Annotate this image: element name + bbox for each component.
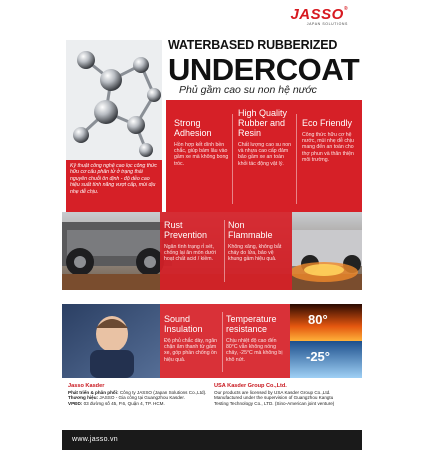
footer-text: Manufactured under the supervision of Guangzhou Kangtu — [214, 395, 334, 401]
website-link[interactable]: www.jasso.vn — [72, 436, 119, 443]
feature-band-top — [166, 100, 362, 212]
footer-text: 03 đường số 45, P.6, Quận 4, TP. HCM. — [83, 400, 165, 406]
feature-title: High Quality Rubber and Resin — [238, 108, 288, 138]
feature-desc: Công thức hữu cơ hệ nước, mùi nhẹ dễ chịu mang đến an toàn cho thợ phun và thân thiện môi trường. — [302, 132, 354, 163]
feature-desc: Hồn hợp kết dính bền chắc, giúp bám lâu vào gầm xe mà không bong tróc. — [174, 142, 229, 167]
feature-temperature-resistance — [226, 314, 288, 363]
feature-rust-prevention — [164, 220, 222, 263]
footer-label: Phát triển & phân phối: — [68, 389, 119, 395]
footer-left-column — [68, 384, 208, 406]
comfort-photo-section — [62, 304, 362, 378]
footer-right-column — [214, 384, 360, 406]
footer-text: Testing Technology Co., LTD. (Sino-American joint venture) — [214, 400, 335, 406]
feature-title: Rust Prevention — [164, 220, 208, 240]
footer-left-title: Jasso Kasder — [68, 383, 105, 389]
column-divider — [222, 312, 223, 372]
footer-text: Công ty JASSO (Japan Solutions Co.,Ltd). — [119, 389, 207, 395]
intro-text: Kỹ thuật công nghệ cao lọc công thức hữu cơ cấu phân tử ở trạng thái nguyên chuỗi ôn định - độ dẻo cao hiệu suất tính năng vượt cấp, mùi dịu nhẹ dễ chịu. — [66, 160, 162, 212]
feature-title: Strong Adhesion — [174, 118, 212, 138]
footer-label: VPĐD: — [68, 400, 83, 406]
feature-desc: Độ phủ chắc dày, ngăn chặn âm thanh từ gầm xe, góp phần chống ồn hiệu quả. — [164, 338, 217, 363]
feature-desc: Không xăng, không bắt cháy do lửa, bảo vệ khung gầm hiệu quả. — [228, 244, 282, 263]
subtitle: Phủ gầm cao su non hệ nước — [179, 84, 317, 96]
footer-label: Thương hiệu: — [68, 395, 99, 401]
feature-desc: Chất lượng cao su non và nhựa cao cấp đảm bảo gầm xe an toàn khỏi tác động vật lý. — [238, 142, 292, 167]
feature-title: Eco Friendly — [302, 118, 353, 128]
feature-strong-adhesion — [174, 118, 230, 167]
feature-non-flammable — [228, 220, 286, 263]
title-line-2: UNDERCOAT — [168, 52, 360, 87]
footer-text: Our products are licensed by USA Kasder Group Co.,Ltd. — [214, 389, 331, 395]
underbody-photo-section — [62, 212, 362, 290]
footer-bar — [62, 430, 362, 450]
logo-text: JASSO — [290, 6, 344, 23]
feature-desc: Ngăn tình trạng rỉ sét, chống lại ăn mòn dưới hoạt chất acid / kiềm. — [164, 244, 216, 263]
title-line-1: WATERBASED RUBBERIZED — [168, 38, 338, 52]
registered-mark: ® — [343, 6, 348, 12]
feature-overlay-middle — [160, 212, 292, 290]
footer-info — [62, 384, 362, 424]
column-divider — [296, 114, 297, 204]
column-divider — [224, 220, 225, 282]
footer-text: JASSO - Gia công tại Guangzhou Kasder. — [99, 395, 185, 401]
feature-high-quality — [238, 108, 294, 167]
feature-sound-insulation — [164, 314, 220, 363]
feature-title: Non Flammable — [228, 220, 273, 240]
feature-title: Temperature resistance — [226, 314, 277, 334]
logo-tagline: JAPAN SOLUTIONS — [306, 22, 348, 26]
brand-logo — [290, 6, 348, 26]
molecule-illustration — [66, 40, 162, 160]
temp-hot-label: 80° — [308, 312, 328, 327]
feature-overlay-bottom — [160, 304, 290, 378]
temp-cold-label: -25° — [306, 349, 330, 364]
feature-eco-friendly — [302, 118, 358, 163]
feature-title: Sound Insulation — [164, 314, 203, 334]
feature-desc: Chịu nhiệt độ cao đến 80°C vẫn không nóng chảy, -25°C mà không bị khô nứt. — [226, 338, 283, 363]
footer-right-title: USA Kasder Group Co.,Ltd. — [214, 383, 287, 389]
column-divider — [232, 114, 233, 204]
product-flyer — [62, 0, 362, 450]
